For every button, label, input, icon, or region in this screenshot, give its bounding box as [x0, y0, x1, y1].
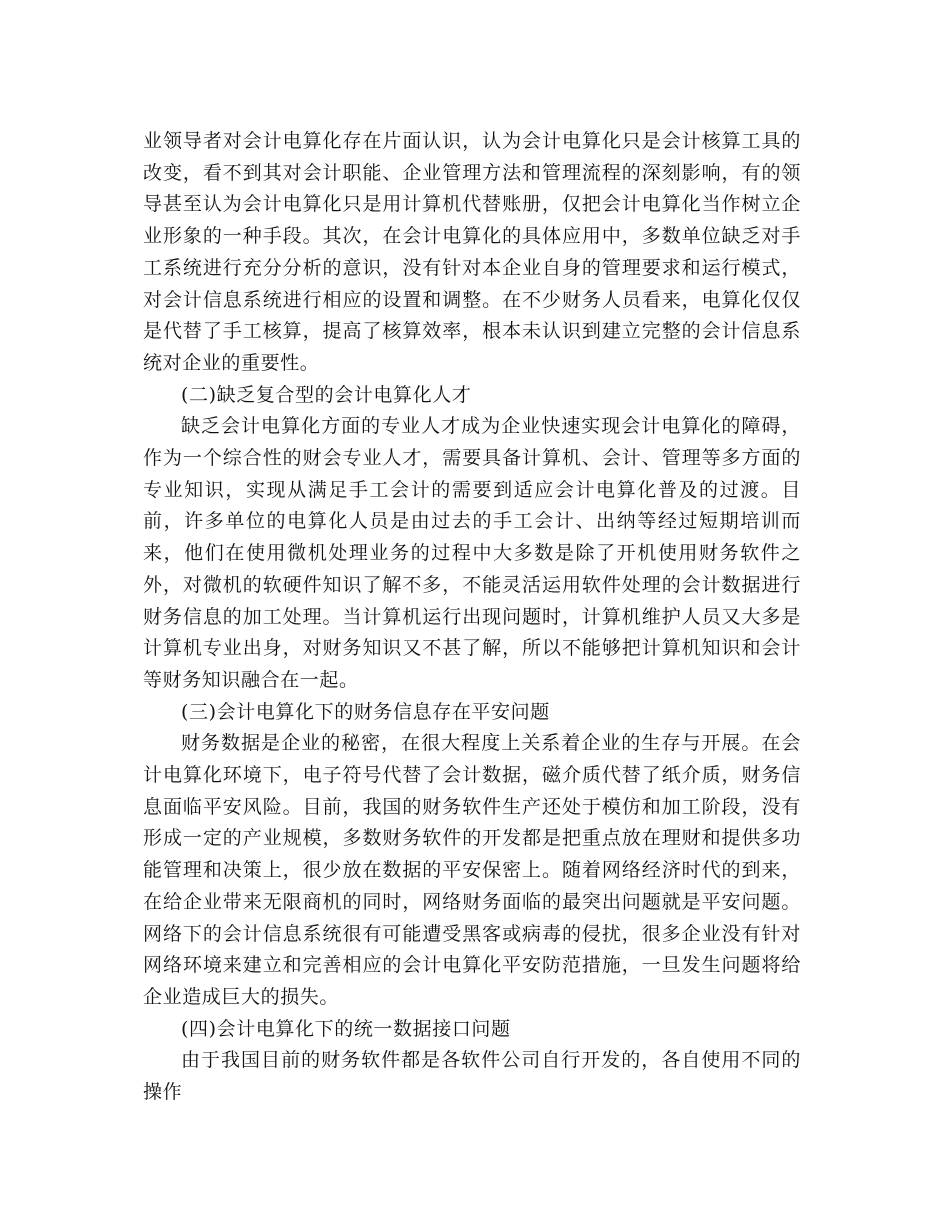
body-paragraph-2: 缺乏会计电算化方面的专业人才成为企业快速实现会计电算化的障碍，作为一个综合性的财会专业人才，需要具备计算机、会计、管理等多方面的专业知识，实现从满足手工会计的需要到适应会计电算化普及的过渡。目前，许多单位的电算化人员是由过去的手工会计、出纳等经过短期培训而来，他们在使用微机处理业务的过程中大多数是除了开机使用财务软件之外，对微机的软硬件知识了解不多，不能灵活运用软件处理的会计数据进行财务信息的加工处理。当计算机运行出现问题时，计算机维护人员又大多是计算机专业出身，对财务知识又不甚了解，所以不能够把计算机知识和会计等财务知识融合在一起。 — [143, 415, 801, 691]
body-paragraph-3: 财务数据是企业的秘密，在很大程度上关系着企业的生存与开展。在会计电算化环境下，电子符号代替了会计数据，磁介质代替了纸介质，财务信息面临平安风险。目前，我国的财务软件生产还处于模仿和加工阶段，没有形成一定的产业规模，多数财务软件的开发都是把重点放在理财和提供多功能管理和决策上，很少放在数据的平安保密上。随着网络经济时代的到来，在给企业带来无限商机的同时，网络财务面临的最突出问题就是平安问题。网络下的会计信息系统很有可能遭受黑客或病毒的侵扰，很多企业没有针对网络环境来建立和完善相应的会计电算化平安防范措施，一旦发生问题将给企业造成巨大的损失。 — [143, 732, 801, 1008]
document-body — [143, 126, 801, 1109]
section-heading-2: (二)缺乏复合型的会计电算化人才 — [181, 383, 472, 406]
body-paragraph-4: 由于我国目前的财务软件都是各软件公司自行开发的，各自使用不同的操作 — [143, 1049, 801, 1104]
section-heading-3: (三)会计电算化下的财务信息存在平安问题 — [181, 700, 550, 723]
section-heading-4: (四)会计电算化下的统一数据接口问题 — [181, 1017, 511, 1040]
body-paragraph-1: 业领导者对会计电算化存在片面认识，认为会计电算化只是会计核算工具的改变，看不到其对会计职能、企业管理方法和管理流程的深刻影响，有的领导甚至认为会计电算化只是用计算机代替账册，仅把会计电算化当作树立企业形象的一种手段。其次，在会计电算化的具体应用中，多数单位缺乏对手工系统进行充分分析的意识，没有针对本企业自身的管理要求和运行模式，对会计信息系统进行相应的设置和调整。在不少财务人员看来，电算化仅仅是代替了手工核算，提高了核算效率，根本未认识到建立完整的会计信息系统对企业的重要性。 — [143, 130, 801, 374]
